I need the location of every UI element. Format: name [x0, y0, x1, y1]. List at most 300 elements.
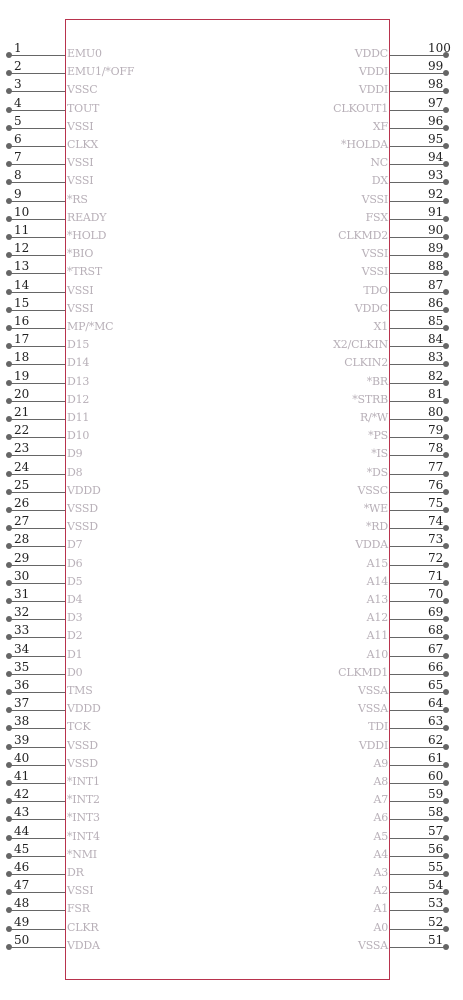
- pin-number: 49: [14, 914, 30, 929]
- pin-lead: [390, 164, 445, 165]
- pin-end-dot: [6, 598, 12, 604]
- pin-number: 8: [14, 168, 22, 183]
- pin-lead: [9, 728, 65, 729]
- pin-number: 86: [428, 295, 444, 310]
- pin-end-dot: [6, 307, 12, 313]
- pin-end-dot: [443, 361, 449, 367]
- pin-number: 46: [14, 860, 30, 874]
- pin-label: VSSI: [361, 192, 388, 206]
- pin-number: 7: [14, 150, 22, 165]
- pin-label: VSSI: [67, 283, 94, 297]
- pin-number: 56: [428, 841, 444, 856]
- pin-number: 64: [428, 696, 444, 711]
- pin-lead: [390, 765, 445, 766]
- pin-number: 63: [428, 714, 444, 729]
- pin-label: VDDC: [354, 301, 388, 315]
- pin-number: 66: [428, 659, 444, 674]
- pin-label: *HOLDA: [341, 138, 388, 151]
- pin-end-dot: [6, 434, 12, 440]
- pin-number: 19: [14, 368, 30, 383]
- pin-end-dot: [443, 143, 449, 149]
- pin-end-dot: [443, 889, 449, 895]
- pin-label: *BR: [366, 374, 388, 388]
- pin-lead: [390, 146, 445, 147]
- pin-number: 30: [14, 568, 30, 583]
- pin-end-dot: [443, 525, 449, 531]
- pin-end-dot: [443, 434, 449, 440]
- pin-number: 36: [14, 678, 30, 692]
- pin-label: D15: [67, 338, 90, 352]
- pin-lead: [9, 237, 65, 238]
- pin-end-dot: [443, 198, 449, 204]
- pin-label: *INT4: [67, 829, 100, 843]
- pin-label: *WE: [363, 502, 388, 515]
- pin-lead: [9, 710, 65, 711]
- pin-label: TDI: [368, 720, 388, 734]
- pin-lead: [390, 801, 445, 802]
- pin-label: VSSD: [67, 756, 98, 770]
- pin-label: X1: [373, 320, 388, 333]
- pin-label: TOUT: [67, 101, 100, 115]
- pin-number: 10: [14, 204, 30, 219]
- pin-lead: [390, 510, 445, 511]
- pin-label: VSSI: [361, 247, 388, 261]
- pin-label: FSR: [67, 902, 90, 916]
- pin-lead: [390, 237, 445, 238]
- pin-lead: [9, 656, 65, 657]
- pin-label: VSSI: [67, 174, 94, 188]
- pin-number: 16: [14, 314, 30, 328]
- pin-lead: [9, 91, 65, 92]
- pin-number: 80: [428, 405, 444, 419]
- pin-end-dot: [6, 289, 12, 295]
- pin-label: CLKMD1: [338, 665, 388, 679]
- pin-label: A6: [373, 811, 388, 825]
- pin-end-dot: [6, 452, 12, 458]
- pin-lead: [9, 401, 65, 402]
- pin-lead: [390, 255, 445, 256]
- pin-end-dot: [6, 853, 12, 859]
- pin-number: 85: [428, 314, 444, 328]
- pin-label: *INT1: [67, 775, 100, 788]
- pin-right: [358, 678, 463, 710]
- pin-label: VDDI: [358, 83, 388, 97]
- pin-label: VSSI: [361, 265, 388, 279]
- pin-lead: [390, 583, 445, 584]
- pin-lead: [390, 364, 445, 365]
- pin-label: EMU0: [67, 47, 102, 60]
- pin-label: VDDA: [67, 938, 100, 952]
- pin-end-dot: [443, 88, 449, 94]
- pin-number: 97: [428, 95, 444, 110]
- pin-end-dot: [6, 161, 12, 167]
- pin-label: NC: [370, 156, 388, 170]
- pin-end-dot: [443, 471, 449, 477]
- pin-end-dot: [6, 907, 12, 913]
- pin-label: D12: [67, 392, 90, 406]
- pin-lead: [9, 819, 65, 820]
- pin-lead: [9, 146, 65, 147]
- pin-end-dot: [6, 143, 12, 149]
- pin-number: 39: [14, 732, 30, 747]
- pin-number: 18: [14, 350, 30, 365]
- pin-end-dot: [443, 780, 449, 786]
- pin-number: 5: [14, 113, 22, 128]
- pin-number: 52: [428, 914, 444, 929]
- pin-lead: [9, 128, 65, 129]
- pin-number: 6: [14, 132, 22, 146]
- pin-number: 51: [428, 932, 444, 947]
- pin-number: 4: [14, 95, 22, 110]
- pin-lead: [9, 765, 65, 766]
- pin-lead: [390, 492, 445, 493]
- pin-number: 79: [428, 423, 444, 438]
- pin-label: XF: [372, 119, 388, 133]
- pin-number: 93: [428, 168, 444, 183]
- pin-label: D13: [67, 374, 90, 388]
- pin-label: TDO: [363, 283, 388, 297]
- pin-lead: [390, 929, 445, 930]
- pin-end-dot: [6, 634, 12, 640]
- pin-end-dot: [443, 907, 449, 913]
- pin-label: CLKMD2: [338, 229, 388, 242]
- pin-number: 11: [14, 223, 30, 237]
- pin-lead: [9, 492, 65, 493]
- pin-label: VSSD: [67, 738, 98, 752]
- pin-number: 50: [14, 932, 30, 947]
- pin-end-dot: [443, 816, 449, 822]
- pin-end-dot: [6, 889, 12, 895]
- pin-right: [365, 514, 463, 546]
- pin-label: VSSI: [67, 884, 94, 898]
- pin-number: 22: [14, 423, 30, 438]
- pin-label: D1: [67, 647, 83, 661]
- pin-end-dot: [6, 325, 12, 331]
- pin-number: 33: [14, 623, 30, 638]
- pin-end-dot: [6, 489, 12, 495]
- pin-end-dot: [443, 725, 449, 731]
- pin-number: 71: [428, 568, 444, 583]
- pin-label: VSSD: [67, 520, 98, 534]
- pin-end-dot: [6, 471, 12, 477]
- pin-label: DR: [67, 866, 84, 879]
- pin-number: 88: [428, 259, 444, 274]
- pin-number: 60: [428, 769, 444, 783]
- pin-label: A12: [366, 611, 388, 625]
- pin-lead: [390, 874, 445, 875]
- pin-lead: [9, 255, 65, 256]
- pin-label: VSSC: [67, 83, 98, 97]
- pin-label: TCK: [67, 720, 91, 734]
- pin-number: 82: [428, 368, 444, 383]
- pin-end-dot: [443, 343, 449, 349]
- pin-lead: [390, 110, 445, 111]
- pin-end-dot: [6, 343, 12, 349]
- pin-number: 100: [428, 41, 451, 55]
- pin-lead: [390, 128, 445, 129]
- pin-end-dot: [6, 707, 12, 713]
- pin-number: 27: [14, 514, 30, 529]
- pin-number: 3: [14, 77, 22, 92]
- pin-lead: [9, 583, 65, 584]
- pin-lead: [9, 474, 65, 475]
- pin-end-dot: [6, 525, 12, 531]
- pin-right: [358, 932, 463, 965]
- pin-number: 28: [14, 532, 30, 547]
- pin-number: 59: [428, 787, 444, 802]
- pin-label: A11: [366, 629, 388, 643]
- pin-number: 65: [428, 678, 444, 692]
- pin-number: 69: [428, 605, 444, 620]
- pin-end-dot: [6, 725, 12, 731]
- pin-number: 94: [428, 150, 444, 165]
- pin-end-dot: [6, 671, 12, 677]
- pin-lead: [390, 73, 445, 74]
- pin-right: [363, 277, 463, 310]
- pin-lead: [390, 273, 445, 274]
- pin-end-dot: [443, 853, 449, 859]
- pin-lead: [390, 819, 445, 820]
- pin-number: 43: [14, 805, 30, 820]
- pin-lead: [390, 856, 445, 857]
- pin-label: VSSA: [358, 684, 388, 697]
- pin-number: 31: [14, 587, 30, 601]
- pin-label: D14: [67, 356, 90, 370]
- pin-right: [365, 204, 463, 237]
- pin-lead: [9, 929, 65, 930]
- pin-right: [366, 641, 463, 674]
- pin-label: VDDD: [67, 483, 101, 497]
- pin-number: 47: [14, 878, 30, 893]
- pin-lead: [390, 637, 445, 638]
- pin-end-dot: [443, 252, 449, 258]
- pin-lead: [390, 947, 445, 948]
- pin-lead: [9, 164, 65, 165]
- pin-number: 84: [428, 332, 444, 347]
- pin-end-dot: [443, 380, 449, 386]
- pin-lead: [9, 856, 65, 857]
- pin-end-dot: [443, 125, 449, 131]
- pin-number: 13: [14, 259, 30, 274]
- pin-lead: [390, 474, 445, 475]
- pin-number: 54: [428, 878, 444, 893]
- pin-number: 12: [14, 241, 30, 256]
- pin-right: [373, 914, 463, 947]
- pin-number: 74: [428, 514, 444, 529]
- pin-end-dot: [443, 744, 449, 750]
- pin-end-dot: [443, 944, 449, 950]
- pin-end-dot: [443, 671, 449, 677]
- pin-lead: [390, 601, 445, 602]
- pin-lead: [390, 292, 445, 293]
- pin-end-dot: [443, 216, 449, 222]
- pin-label: D9: [67, 447, 83, 461]
- pin-right: [366, 459, 463, 492]
- pin-label: D8: [67, 465, 83, 479]
- pin-number: 1: [14, 41, 22, 55]
- pin-label: VDDA: [355, 538, 388, 552]
- pin-label: VDDI: [358, 738, 388, 752]
- pin-end-dot: [443, 707, 449, 713]
- pin-number: 67: [428, 641, 444, 656]
- pin-number: 2: [14, 59, 22, 74]
- pin-lead: [9, 838, 65, 839]
- pin-end-dot: [6, 70, 12, 76]
- pin-number: 98: [428, 77, 444, 92]
- pin-end-dot: [6, 361, 12, 367]
- pin-end-dot: [6, 270, 12, 276]
- pin-end-dot: [6, 52, 12, 58]
- pin-lead: [9, 437, 65, 438]
- pin-right: [371, 441, 463, 473]
- pin-label: D11: [67, 411, 90, 424]
- pin-lead: [9, 510, 65, 511]
- pin-end-dot: [443, 489, 449, 495]
- pin-lead: [9, 73, 65, 74]
- pin-number: 40: [14, 750, 30, 765]
- pin-number: 61: [428, 750, 444, 765]
- pin-end-dot: [6, 234, 12, 240]
- pin-number: 62: [428, 732, 444, 747]
- pin-number: 34: [14, 641, 30, 656]
- pin-end-dot: [6, 507, 12, 513]
- pin-lead: [9, 692, 65, 693]
- pin-lead: [9, 874, 65, 875]
- pin-label: *DS: [366, 465, 388, 479]
- pin-label: VDDD: [67, 702, 101, 716]
- pin-lead: [390, 201, 445, 202]
- pin-end-dot: [443, 307, 449, 313]
- pin-label: CLKIN2: [344, 356, 388, 370]
- pin-number: 32: [14, 605, 30, 620]
- pin-number: 23: [14, 441, 30, 456]
- pin-lead: [9, 292, 65, 293]
- pin-end-dot: [443, 234, 449, 240]
- pin-label: VSSI: [67, 156, 94, 170]
- pin-lead: [390, 346, 445, 347]
- pin-end-dot: [6, 198, 12, 204]
- pin-end-dot: [6, 252, 12, 258]
- pin-number: 99: [428, 59, 444, 74]
- pin-label: D5: [67, 574, 83, 588]
- pin-label: D10: [67, 429, 90, 443]
- pin-label: *INT3: [67, 811, 100, 825]
- pin-lead: [390, 310, 445, 311]
- pin-lead: [9, 619, 65, 620]
- pin-lead: [9, 55, 65, 56]
- pin-number: 57: [428, 823, 444, 838]
- pin-label: *BIO: [67, 247, 94, 261]
- pin-number: 96: [428, 113, 444, 128]
- pin-end-dot: [443, 325, 449, 331]
- pin-label: X2/CLKIN: [333, 338, 388, 352]
- pin-label: VDDI: [358, 65, 388, 79]
- pin-end-dot: [6, 835, 12, 841]
- pin-number: 17: [14, 332, 30, 347]
- pin-label: D3: [67, 611, 83, 625]
- pin-end-dot: [443, 289, 449, 295]
- pin-label: A9: [373, 756, 388, 770]
- pin-lead: [390, 619, 445, 620]
- pin-end-dot: [443, 398, 449, 404]
- pin-label: VSSA: [358, 702, 388, 716]
- pin-lead: [390, 892, 445, 893]
- pin-number: 58: [428, 805, 444, 820]
- pin-number: 24: [14, 459, 30, 474]
- pin-number: 55: [428, 860, 444, 874]
- pin-label: *INT2: [67, 793, 100, 807]
- pin-lead: [390, 419, 445, 420]
- pin-lead: [9, 892, 65, 893]
- pin-number: 70: [428, 587, 444, 601]
- pin-end-dot: [6, 780, 12, 786]
- pin-end-dot: [443, 798, 449, 804]
- pin-lead: [9, 637, 65, 638]
- pin-end-dot: [443, 70, 449, 76]
- pin-label: A4: [373, 847, 388, 861]
- pin-right: [366, 368, 463, 401]
- pin-lead: [9, 747, 65, 748]
- pin-lead: [390, 528, 445, 529]
- pin-number: 45: [14, 841, 30, 856]
- pin-right: [372, 113, 463, 146]
- pin-end-dot: [6, 816, 12, 822]
- pin-lead: [9, 364, 65, 365]
- pin-number: 9: [14, 186, 22, 201]
- pin-label: FSX: [365, 210, 388, 224]
- pin-end-dot: [6, 416, 12, 422]
- pin-number: 89: [428, 241, 444, 256]
- pin-lead: [390, 383, 445, 384]
- pin-label: CLKR: [67, 920, 99, 934]
- pin-lead: [390, 747, 445, 748]
- pin-number: 14: [14, 277, 30, 292]
- pin-number: 83: [428, 350, 444, 365]
- pin-lead: [9, 383, 65, 384]
- pin-number: 72: [428, 550, 444, 565]
- pin-label: D7: [67, 538, 83, 552]
- pin-label: *STRB: [352, 392, 388, 406]
- pin-label: MP/*MC: [67, 320, 114, 333]
- pin-lead: [9, 674, 65, 675]
- pin-end-dot: [443, 926, 449, 932]
- pin-number: 20: [14, 386, 30, 401]
- pin-label: A14: [366, 574, 388, 588]
- pin-label: D4: [67, 593, 83, 606]
- pin-right: [358, 77, 463, 109]
- pin-end-dot: [6, 398, 12, 404]
- pin-end-dot: [443, 270, 449, 276]
- pin-lead: [9, 783, 65, 784]
- pin-label: A5: [373, 829, 388, 843]
- pin-number: 21: [14, 405, 30, 419]
- pin-right: [361, 241, 463, 273]
- pin-number: 92: [428, 186, 444, 201]
- pin-end-dot: [443, 161, 449, 167]
- pin-number: 41: [14, 769, 30, 783]
- pin-label: R/*W: [360, 411, 388, 424]
- pin-lead: [390, 455, 445, 456]
- pin-lead: [9, 455, 65, 456]
- pin-number: 38: [14, 714, 30, 729]
- pin-label: VDDC: [354, 47, 388, 60]
- pin-number: 73: [428, 532, 444, 547]
- pin-number: 81: [428, 386, 444, 401]
- pin-label: EMU1/*OFF: [67, 65, 135, 79]
- pin-end-dot: [443, 562, 449, 568]
- pin-label: D0: [67, 665, 83, 679]
- pin-label: READY: [67, 210, 107, 224]
